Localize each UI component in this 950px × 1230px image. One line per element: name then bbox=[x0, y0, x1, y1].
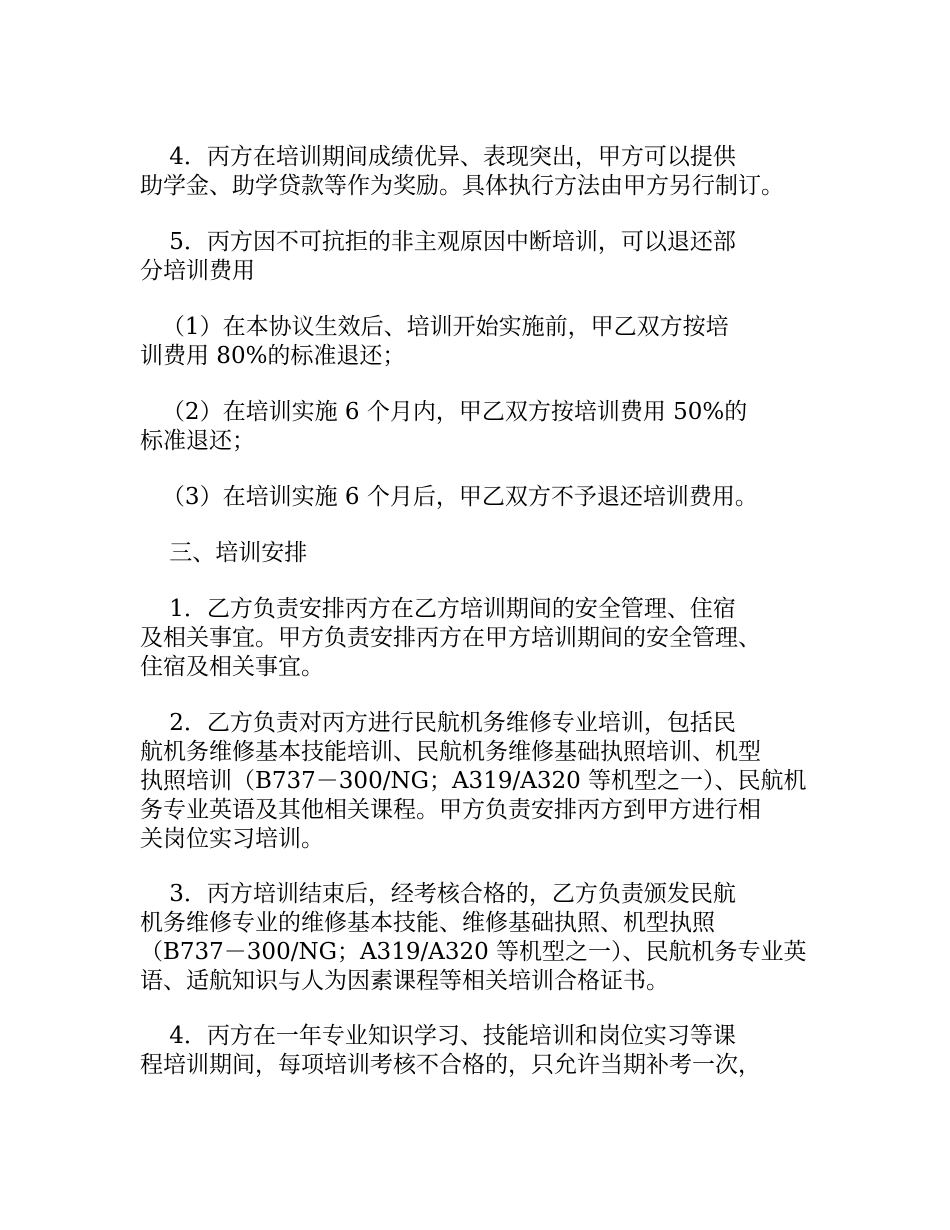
text-line: 1．乙方负责安排丙方在乙方培训期间的安全管理、住宿 bbox=[140, 596, 736, 622]
text-line: 及相关事宜。甲方负责安排丙方在甲方培训期间的安全管理、 bbox=[140, 625, 761, 651]
section-heading: 三、培训安排 bbox=[140, 540, 308, 566]
text-line: 4．丙方在一年专业知识学习、技能培训和岗位实习等课 bbox=[140, 1023, 736, 1049]
text-line: 执照培训（B737－300/NG；A319/A320 等机型之一）、民航机 bbox=[140, 768, 807, 794]
text-line: 程培训期间，每项培训考核不合格的，只允许当期补考一次， bbox=[140, 1052, 761, 1078]
text-line: （2）在培训实施 6 个月内，甲乙双方按培训费用 50%的 bbox=[140, 399, 748, 425]
text-line: 3．丙方培训结束后，经考核合格的，乙方负责颁发民航 bbox=[140, 881, 736, 907]
text-line: 助学金、助学贷款等作为奖励。具体执行方法由甲方另行制订。 bbox=[140, 173, 784, 199]
text-line: （B737－300/NG；A319/A320 等机型之一）、民航机务专业英 bbox=[140, 939, 807, 965]
paragraph-arrangement-3 bbox=[140, 880, 840, 996]
text-line: （3）在培训实施 6 个月后，甲乙双方不予退还培训费用。 bbox=[140, 484, 758, 510]
paragraph-refund-item-2 bbox=[140, 398, 840, 456]
text-line: 分培训费用 bbox=[140, 258, 255, 284]
text-line: 机务维修专业的维修基本技能、维修基础执照、机型执照 bbox=[140, 910, 715, 936]
section-heading-training-arrangement bbox=[140, 539, 840, 568]
paragraph-refund-intro bbox=[140, 228, 840, 286]
text-line: 训费用 80%的标准退还； bbox=[140, 343, 406, 369]
paragraph-refund-item-3 bbox=[140, 483, 840, 512]
paragraph-arrangement-1 bbox=[140, 595, 840, 682]
text-line: 2．乙方负责对丙方进行民航机务维修专业培训，包括民 bbox=[140, 710, 736, 736]
text-line: 5．丙方因不可抗拒的非主观原因中断培训，可以退还部 bbox=[140, 229, 736, 255]
paragraph-arrangement-4 bbox=[140, 1022, 840, 1080]
paragraph-scholarship bbox=[140, 143, 840, 201]
text-line: 语、适航知识与人为因素课程等相关培训合格证书。 bbox=[140, 968, 669, 994]
text-line: 航机务维修基本技能培训、民航机务维修基础执照培训、机型 bbox=[140, 739, 761, 765]
text-line: 标准退还； bbox=[140, 428, 255, 454]
text-line: 务专业英语及其他相关课程。甲方负责安排丙方到甲方进行相 bbox=[140, 797, 761, 823]
text-line: 关岗位实习培训。 bbox=[140, 826, 324, 852]
text-line: 住宿及相关事宜。 bbox=[140, 654, 324, 680]
text-line: （1）在本协议生效后、培训开始实施前，甲乙双方按培 bbox=[140, 314, 729, 340]
paragraph-arrangement-2 bbox=[140, 709, 840, 854]
text-line: 4．丙方在培训期间成绩优异、表现突出，甲方可以提供 bbox=[140, 144, 736, 170]
paragraph-refund-item-1 bbox=[140, 313, 840, 371]
